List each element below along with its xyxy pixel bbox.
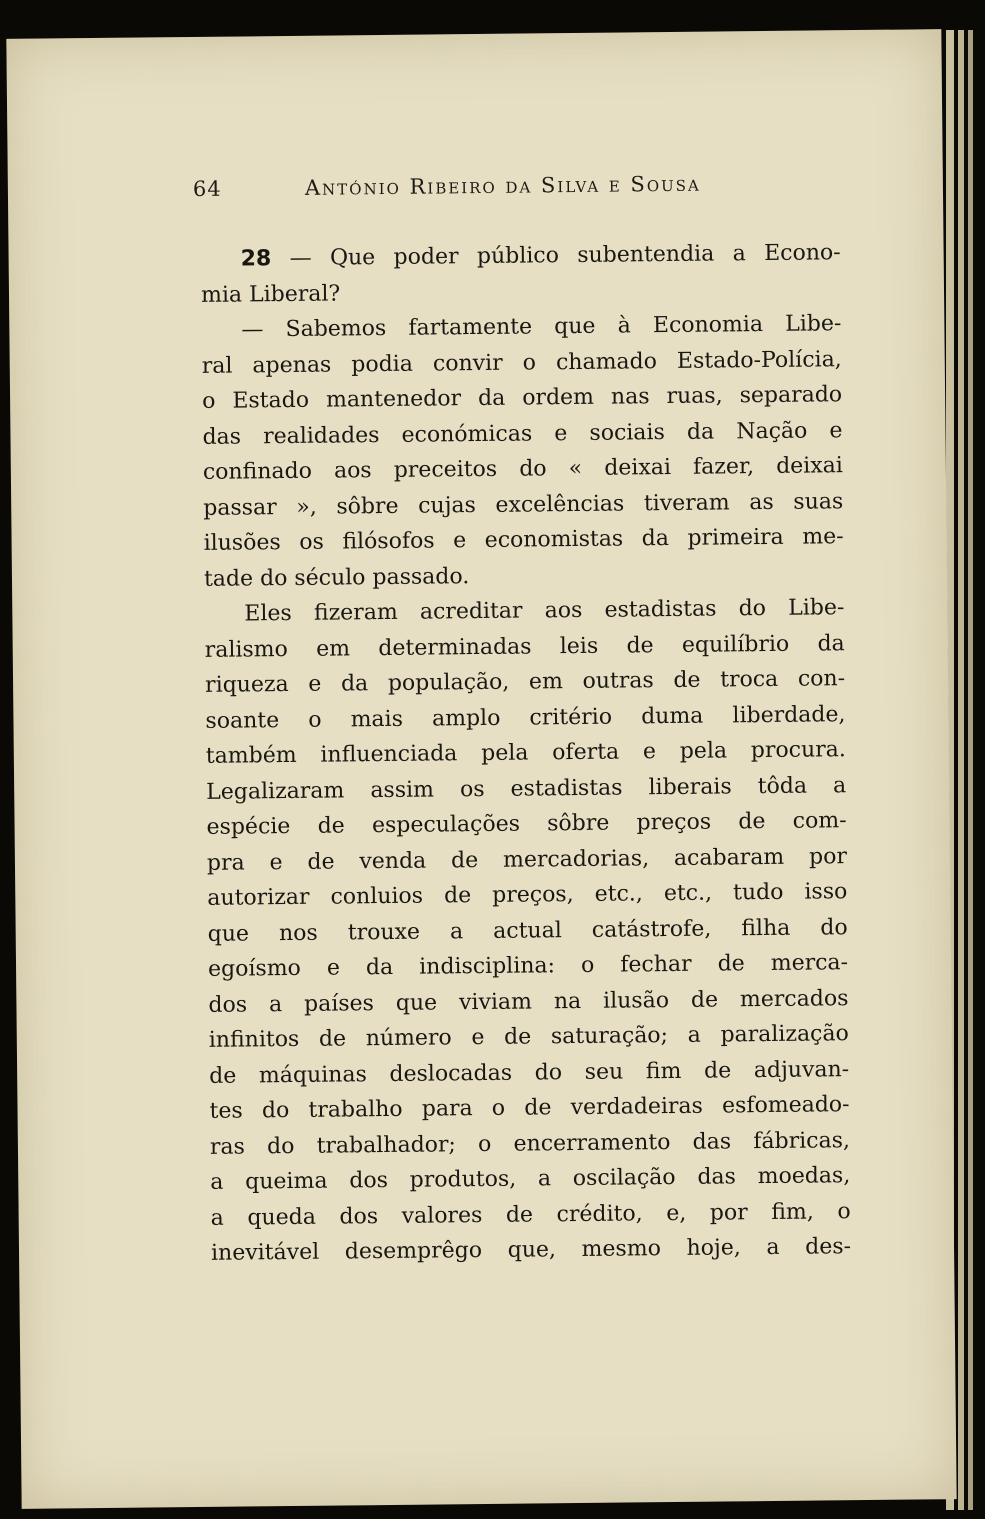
text-line: ral apenas podia convir o chamado Estado-Polícia, (201, 346, 842, 379)
text-line: tes do trabalho para o de verdadeiras esfomeado- (209, 1092, 850, 1124)
text-line: ras do trabalhador; o encerramento das fábricas, (209, 1127, 851, 1160)
text-line: a queda dos valores de crédito, e, por fim, o (210, 1198, 851, 1231)
book-page (6, 29, 956, 1509)
text-line: Eles fizeram acreditar aos estadistas do Libe- (244, 595, 845, 627)
text-line: também influenciada pela oferta e pela procura. (205, 737, 846, 769)
text-line: soante o mais amplo critério duma liberdade, (205, 701, 846, 734)
text-line: — Sabemos fartamente que à Economia Libe- (241, 311, 842, 343)
text-line: ilusões os filósofos e economistas da primeira me- (203, 524, 844, 556)
text-line: Legalizaram assim os estadistas liberais tôda a (206, 772, 847, 805)
text-line: dos a países que viviam na ilusão de mercados (208, 985, 849, 1018)
text-line: espécie de especulações sôbre preços de com- (206, 808, 847, 840)
question-text: — Que poder público subentendia a Econo- (289, 240, 841, 271)
page-edge (968, 30, 973, 1510)
second-paragraph (204, 590, 851, 1271)
text-line: infinitos de número e de saturação; a paralização (208, 1021, 849, 1053)
answer-paragraph (201, 306, 844, 597)
running-head-author: António Ribeiro da Silva e Sousa (304, 171, 701, 200)
text-line: ralismo em determinadas leis de equilíbrio da (204, 630, 845, 663)
running-head (192, 171, 753, 201)
text-line: que nos trouxe a actual catástrofe, filha do (207, 914, 848, 947)
text-line: egoísmo e da indisciplina: o fechar de merca- (207, 950, 849, 982)
page-number: 64 (192, 176, 222, 201)
question-block (200, 235, 841, 313)
text-line (200, 235, 840, 277)
text-line: passar », sôbre cujas excelências tiveram as suas (203, 488, 844, 521)
text-line: pra e de venda de mercadorias, acabaram por (206, 843, 848, 876)
text-line: o Estado mantenedor da ordem nas ruas, separado (202, 382, 843, 414)
text-line: das realidades económicas e sociais da Nação e (202, 417, 843, 450)
question-number: 28 (240, 246, 272, 272)
text-line: a queima dos produtos, a oscilação das moedas, (210, 1163, 851, 1195)
text-line: autorizar conluios de preços, etc., etc., tudo isso (207, 879, 848, 911)
body-text (200, 235, 851, 1271)
text-line: confinado aos preceitos do « deixai fazer, deixai (202, 453, 843, 485)
text-line: riqueza e da população, em outras de troca con- (204, 666, 846, 698)
text-line: de máquinas deslocadas do seu fim de adjuvan- (209, 1056, 850, 1089)
text-line: inevitável desemprêgo que, mesmo hoje, a des- (210, 1234, 852, 1266)
text-line: tade do século passado. (203, 563, 470, 592)
page-edge (958, 30, 964, 1510)
text-line: mia Liberal? (200, 280, 341, 308)
